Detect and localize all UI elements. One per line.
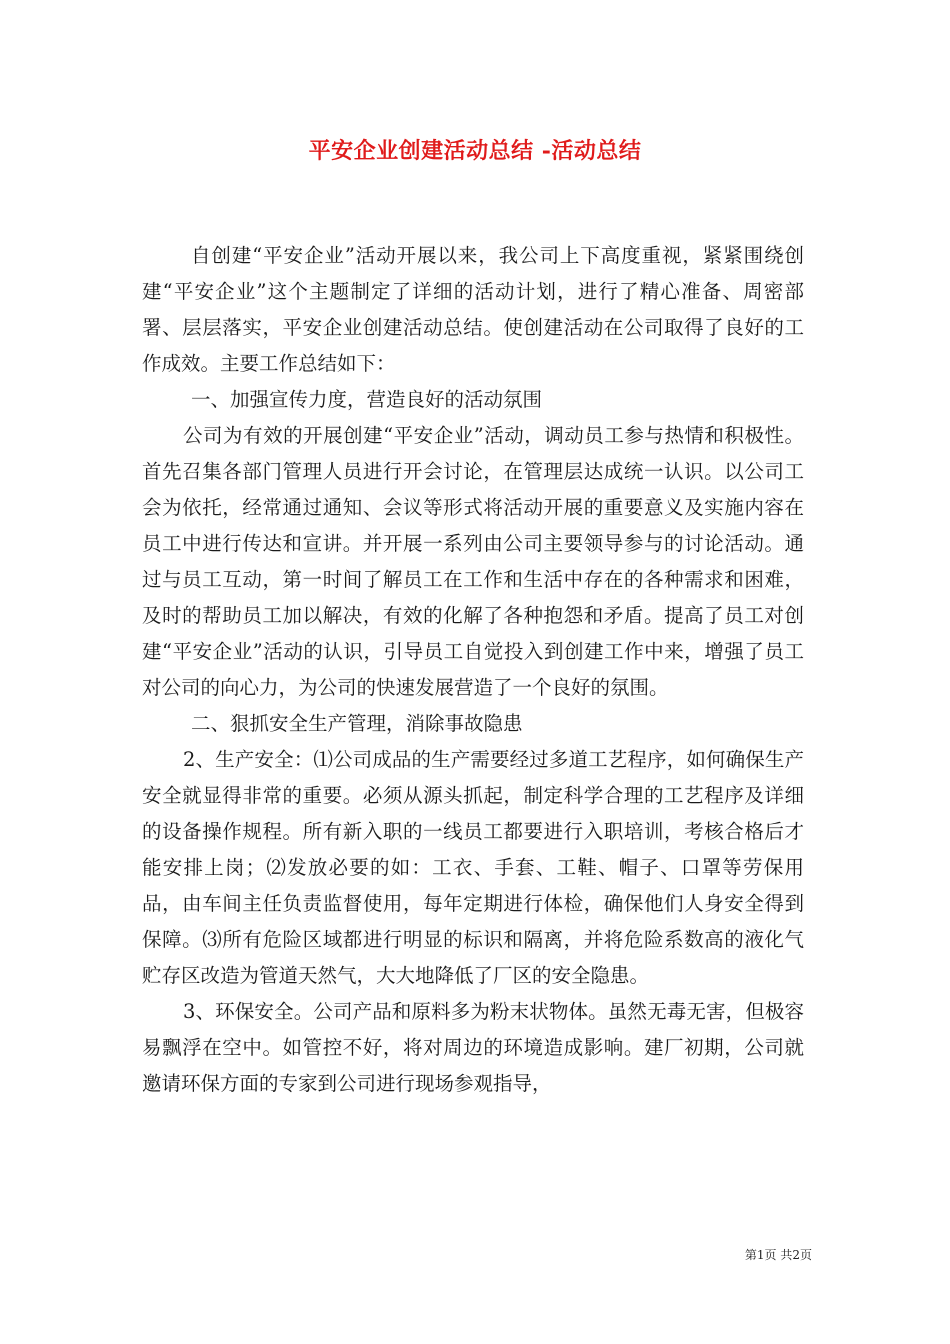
document-body <box>142 238 804 1102</box>
environment-safety-paragraph: 3、环保安全。公司产品和原料多为粉末状物体。虽然无毒无害，但极容易飘浮在空中。如管控不好，将对周边的环境造成影响。建厂初期，公司就邀请环保方面的专家到公司进行现场参观指导， <box>142 1000 804 1095</box>
section-heading-1: 一、加强宣传力度，营造良好的活动氛围 <box>191 388 543 411</box>
page-number-footer: 第1页 共2页 <box>744 1248 812 1262</box>
section-1-paragraph: 公司为有效的开展创建“平安企业”活动，调动员工参与热情和积极性。首先召集各部门管理人员进行开会讨论，在管理层达成统一认识。以公司工会为依托，经常通过通知、会议等形式将活动开展的重要意义及实施内容在员工中进行传达和宣讲。并开展一系列由公司主要领导参与的讨论活动。通过与员工互动，第一时间了解员工在工作和生活中存在的各种需求和困难，及时的帮助员工加以解决，有效的化解了各种抱怨和矛盾。提高了员工对创建“平安企业”活动的认识，引导员工自觉投入到创建工作中来，增强了员工对公司的向心力，为公司的快速发展营造了一个良好的氛围。 <box>142 424 804 699</box>
document-title: 平安企业创建活动总结 -活动总结 <box>308 138 642 164</box>
intro-paragraph: 自创建“平安企业”活动开展以来，我公司上下高度重视，紧紧围绕创建“平安企业”这个主题制定了详细的活动计划，进行了精心准备、周密部署、层层落实，平安企业创建活动总结。使创建活动在公司取得了良好的工作成效。主要工作总结如下： <box>142 244 804 375</box>
section-heading-2: 二、狠抓安全生产管理，消除事故隐患 <box>191 712 523 735</box>
production-safety-paragraph: 2、生产安全：⑴公司成品的生产需要经过多道工艺程序，如何确保生产安全就显得非常的重要。必须从源头抓起，制定科学合理的工艺程序及详细的设备操作规程。所有新入职的一线员工都要进行入职培训，考核合格后才能安排上岗；⑵发放必要的如：工衣、手套、工鞋、帽子、口罩等劳保用品，由车间主任负责监督使用，每年定期进行体检，确保他们人身安全得到保障。⑶所有危险区域都进行明显的标识和隔离，并将危险系数高的液化气贮存区改造为管道天然气，大大地降低了厂区的安全隐患。 <box>142 748 804 987</box>
